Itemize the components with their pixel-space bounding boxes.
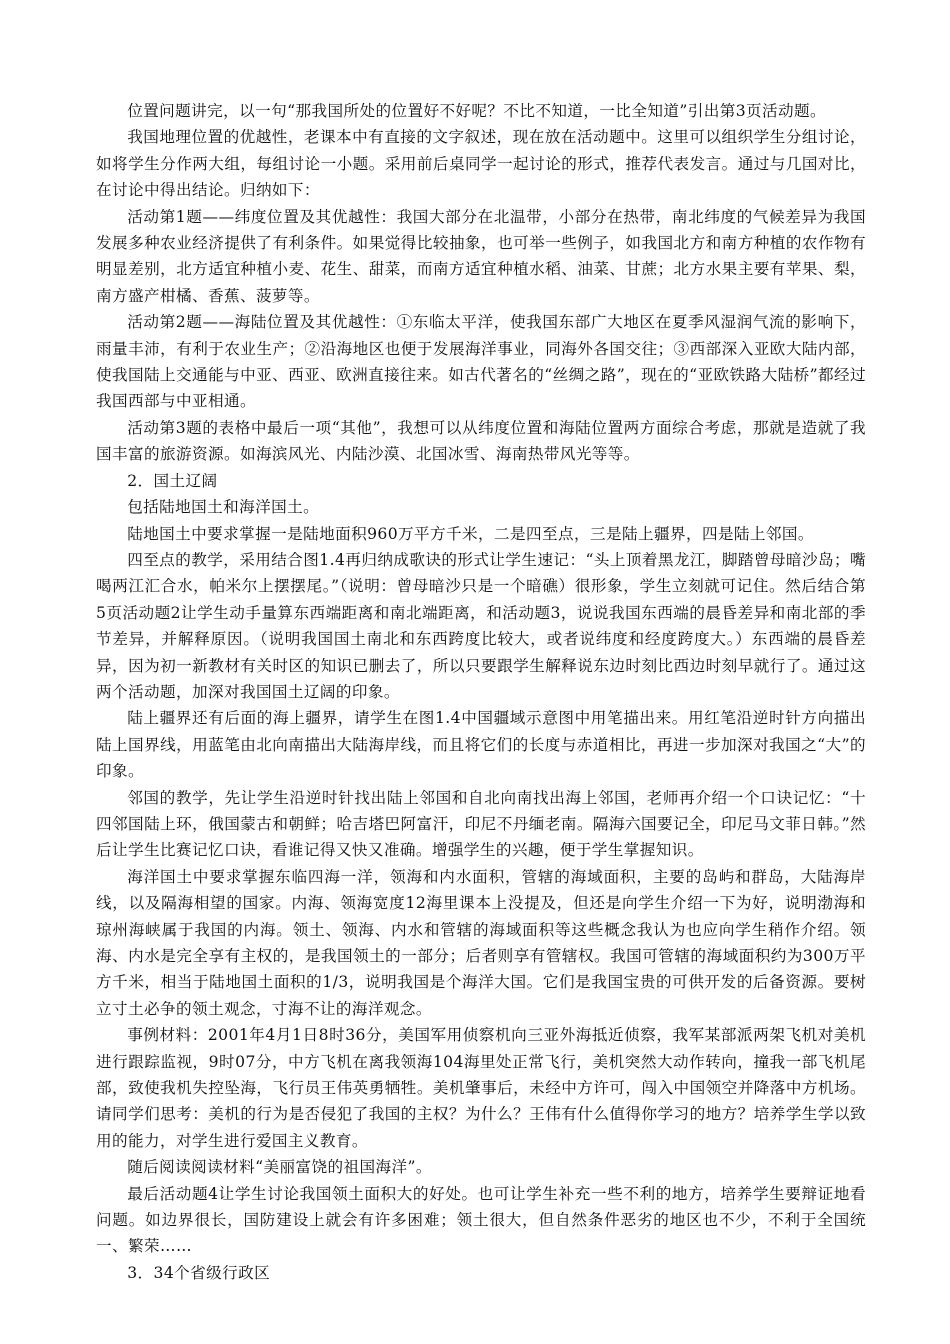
paragraph-location-advantage: 我国地理位置的优越性，老课本中有直接的文字叙述，现在放在活动题中。这里可以组织学生分组讨论，如将学生分作两大组，每组讨论一小题。采用前后桌同学一起讨论的形式，推荐代表发言。通过与几国对比，在讨论中得出结论。归纳如下： <box>96 128 866 200</box>
document-body <box>96 98 866 1286</box>
paragraph-neighbors: 邻国的教学，先让学生沿逆时针找出陆上邻国和自北向南找出海上邻国，老师再介绍一个口诀记忆：“十四邻国陆上环，俄国蒙古和朝鲜；哈吉塔巴阿富汗，印尼不丹缅老南。隔海六国要记全，印尼马文菲日韩。”然后让学生比赛记忆口诀，看谁记得又快又准确。增强学生的兴趣，便于学生掌握知识。 <box>96 788 866 860</box>
paragraph-ocean-territory: 海洋国土中要求掌握东临四海一洋，领海和内水面积，管辖的海域面积，主要的岛屿和群岛，大陆海岸线，以及隔海相望的国家。内海、领海宽度12海里课本上没提及，但还是向学生介绍一下为好，说明渤海和琼州海峡属于我国的内海。领土、领海、内水和管辖的海域面积等这些概念我认为也应向学生稍作介绍。领海、内水是完全享有主权的，是我国领土的一部分；后者则享有管辖权。我国可管辖的海域面积约为300万平方千米，相当于陆地国土面积的1/3，说明我国是个海洋大国。它们是我国宝贵的可供开发的后备资源。要树立寸土必争的领土观念，寸海不让的海洋观念。 <box>96 867 866 1018</box>
section-heading-provinces: 3．34个省级行政区 <box>127 1263 271 1282</box>
paragraph-activity-3: 活动第3题的表格中最后一项“其他”，我想可以从纬度位置和海陆位置两方面综合考虑，那就是造就了我国丰富的旅游资源。如海滨风光、内陆沙漠、北国冰雪、海南热带风光等等。 <box>96 418 866 464</box>
paragraph-land-territory: 陆地国土中要求掌握一是陆地面积960万平方千米，二是四至点，三是陆上疆界，四是陆上邻国。 <box>127 524 814 543</box>
section-heading-vast-territory: 2．国土辽阔 <box>127 471 218 490</box>
paragraph-reading-material: 随后阅读阅读材料“美丽富饶的祖国海洋”。 <box>127 1158 432 1177</box>
paragraph-location-intro: 位置问题讲完，以一句“那我国所处的位置好不好呢？不比不知道，一比全知道”引出第3页活动题。 <box>127 102 826 120</box>
paragraph-activity-1: 活动第1题——纬度位置及其优越性：我国大部分在北温带，小部分在热带，南北纬度的气候差异为我国发展多种农业经济提供了有利条件。如果觉得比较抽象，也可举一些例子，如我国北方和南方种植的农作物有明显差别，北方适宜种植小麦、花生、甜菜，而南方适宜种植水稻、油菜、甘蔗；北方水果主要有苹果、梨，南方盛产柑橘、香蕉、菠萝等。 <box>96 207 866 305</box>
paragraph-case-material: 事例材料：2001年4月1日8时36分，美国军用侦察机向三亚外海抵近侦察，我军某部派两架飞机对美机进行跟踪监视，9时07分，中方飞机在离我领海104海里处正常飞行，美机突然大动作转向，撞我一部飞机尾部，致使我机失控坠海，飞行员王伟英勇牺牲。美机肇事后，未经中方许可，闯入中国领空并降落中方机场。请同学们思考：美机的行为是否侵犯了我国的主权？为什么？王伟有什么值得你学习的地方？培养学生学以致用的能力，对学生进行爱国主义教育。 <box>96 1026 866 1150</box>
paragraph-extreme-points: 四至点的教学，采用结合图1.4再归纳成歌诀的形式让学生速记：“头上顶着黑龙江，脚踏曾母暗沙岛；嘴喝两江汇合水，帕米尔上摆摆尾。”（说明：曾母暗沙只是一个暗礁）很形象，学生立刻就可记住。然后结合第5页活动题2让学生动手量算东西端距离和南北端距离，和活动题3，说说我国东西端的晨昏差异和南北部的季节差异，并解释原因。（说明我国国土南北和东西跨度比较大，或者说纬度和经度跨度大。）东西端的晨昏差异，因为初一新教材有关时区的知识已删去了，所以只要跟学生解释说东边时刻比西边时刻早就行了。通过这两个活动题，加深对我国国土辽阔的印象。 <box>96 550 866 701</box>
paragraph-land-borders: 陆上疆界还有后面的海上疆界，请学生在图1.4中国疆域示意图中用笔描出来。用红笔沿逆时针方向描出陆上国界线，用蓝笔由北向南描出大陆海岸线，而且将它们的长度与赤道相比，再进一步加深对我国之“大”的印象。 <box>96 709 866 781</box>
paragraph-land-and-sea: 包括陆地国土和海洋国土。 <box>127 498 320 517</box>
paragraph-activity-4: 最后活动题4让学生讨论我国领土面积大的好处。也可让学生补充一些不利的地方，培养学生要辩证地看问题。如边界很长，国防建设上就会有许多困难；领土很大，但自然条件恶劣的地区也不少，不利于全国统一、繁荣…… <box>96 1184 866 1256</box>
paragraph-activity-2: 活动第2题——海陆位置及其优越性：①东临太平洋，使我国东部广大地区在夏季风湿润气流的影响下，雨量丰沛，有利于农业生产；②沿海地区也便于发展海洋事业，同海外各国交往；③西部深入亚欧大陆内部，使我国陆上交通能与中亚、西亚、欧洲直接往来。如古代著名的“丝绸之路”，现在的“亚欧铁路大陆桥”都经过我国西部与中亚相通。 <box>96 313 866 411</box>
